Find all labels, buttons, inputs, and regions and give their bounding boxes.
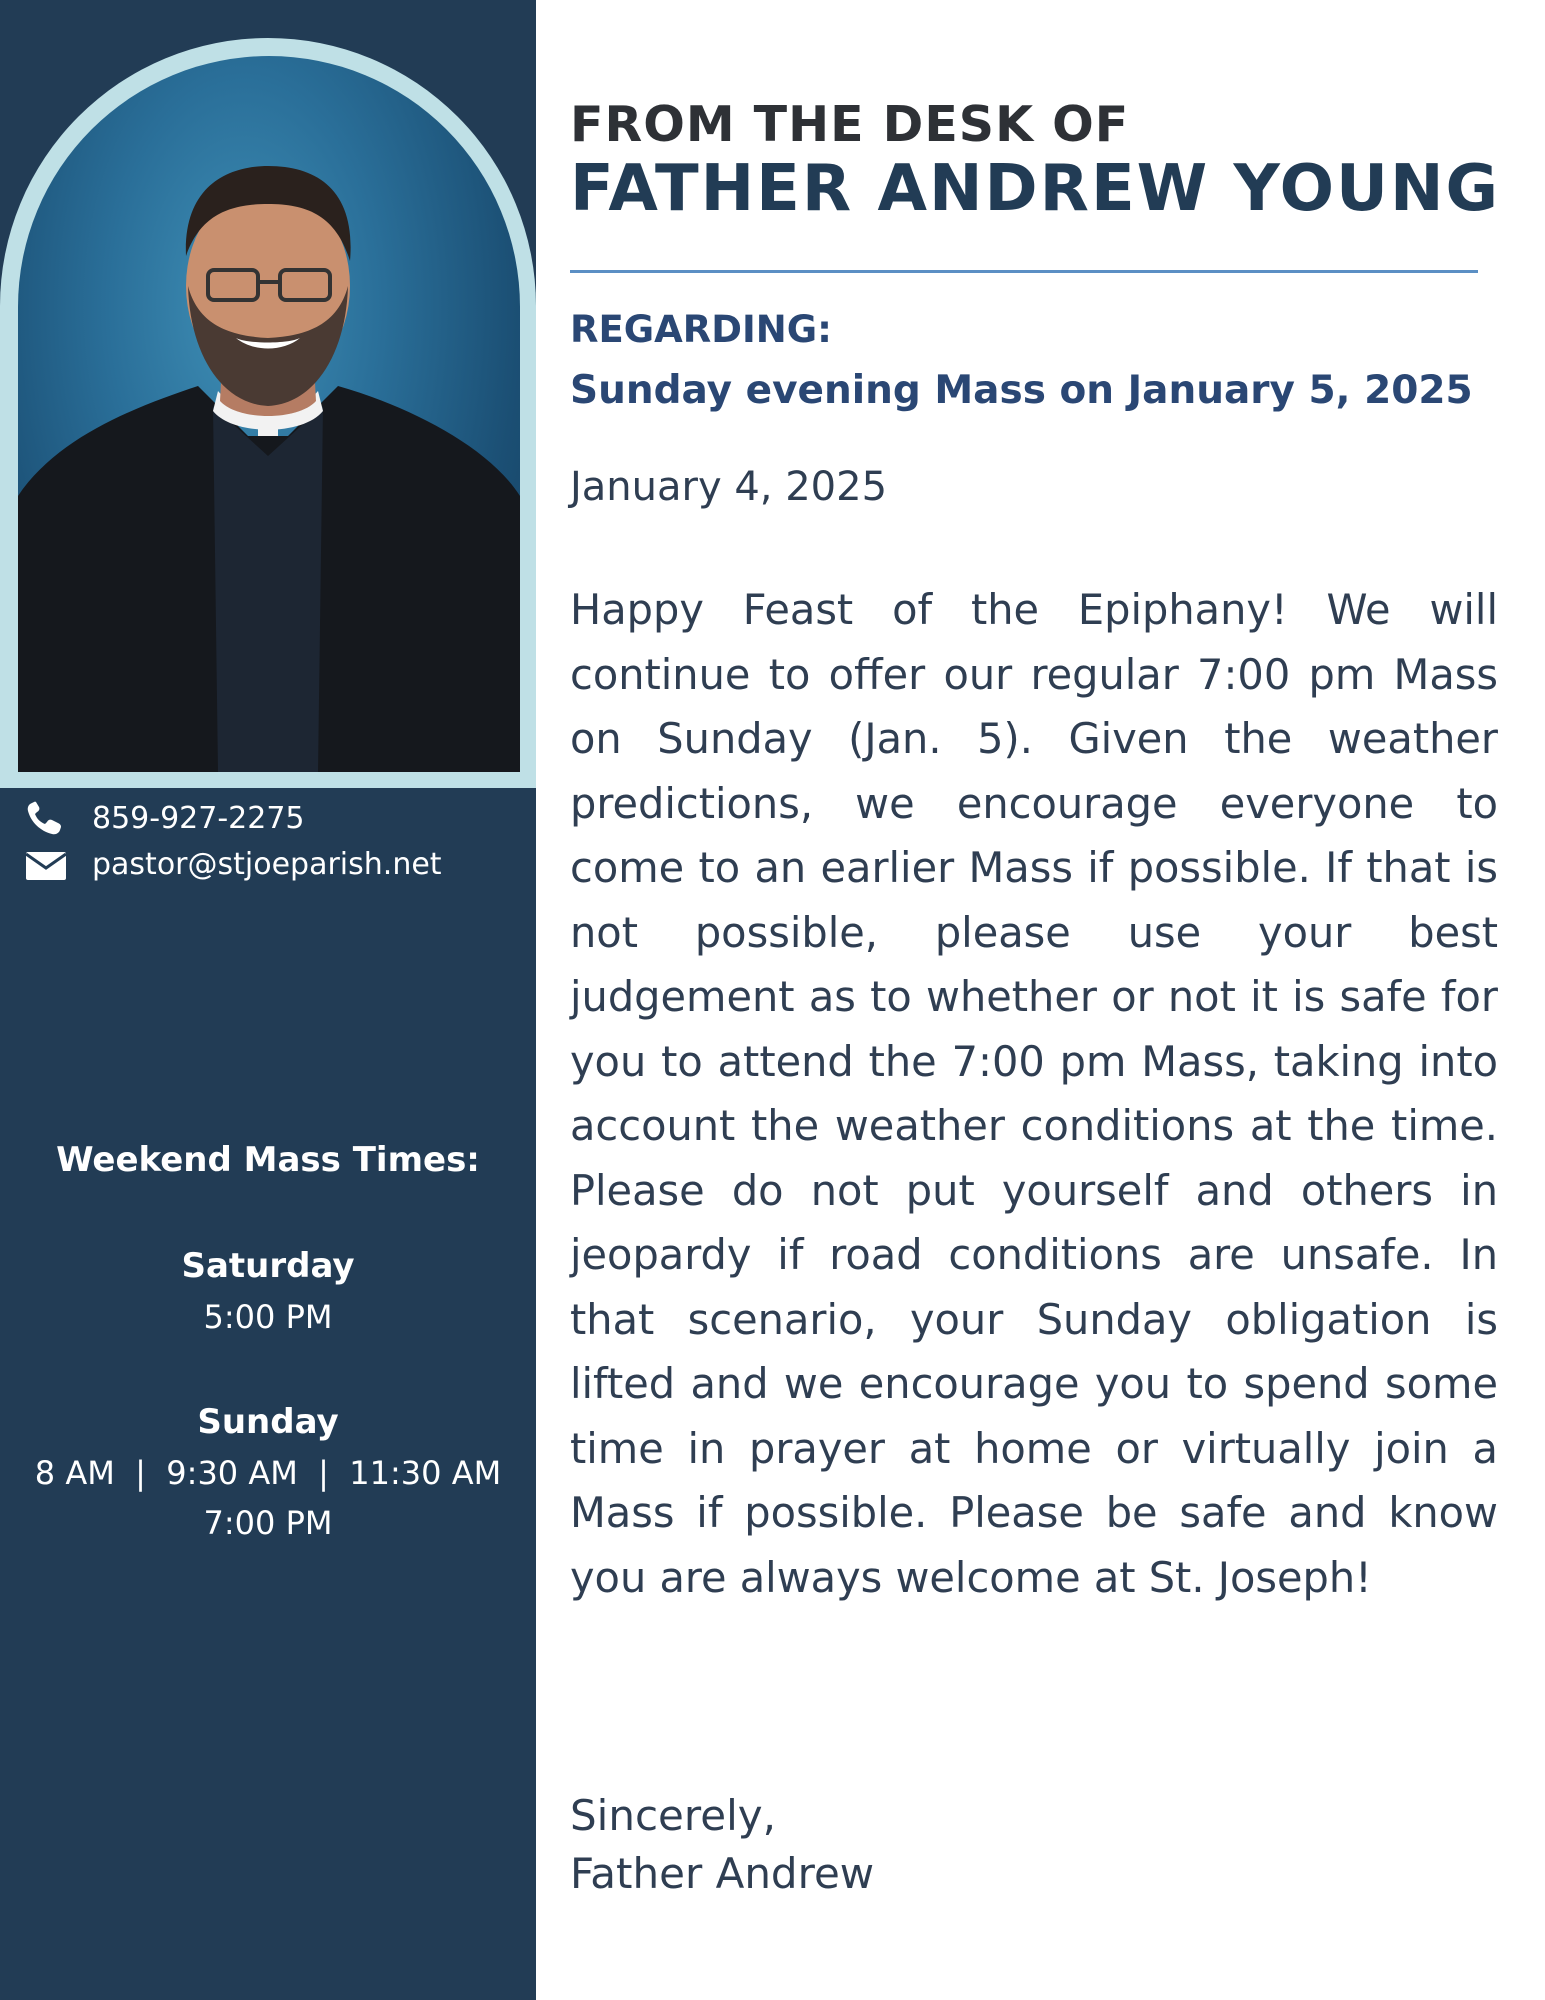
priest-portrait xyxy=(18,56,520,772)
contact-phone[interactable] xyxy=(24,800,524,836)
email-address: pastor@stjoeparish.net xyxy=(92,846,442,882)
letter-signature: Father Andrew xyxy=(570,1849,875,1898)
sidebar xyxy=(0,0,536,2000)
divider xyxy=(570,270,1478,273)
saturday-label: Saturday xyxy=(181,1246,355,1286)
letter-body: Happy Feast of the Epiphany! We will continue to offer our regular 7:00 pm Mass on Sunday (Jan. 5). Given the weather predictions, we encourage everyone to come to an earlier Mass if possible. If that is not possible, please use your best judgement as to whether or not it is safe for you to attend the 7:00 pm Mass, taking into account the weather conditions at the time. Please do not put yourself and others in jeopardy if road conditions are unsafe. In that scenario, your Sunday obligation is lifted and we encourage you to spend some time in prayer at home or virtually join a Mass if possible. Please be safe and know you are always welcome at St. Joseph! xyxy=(570,585,1498,1602)
saturday-time: 5:00 PM xyxy=(203,1298,333,1336)
mass-times-title: Weekend Mass Times: xyxy=(56,1140,480,1180)
envelope-icon xyxy=(24,846,68,882)
regarding-subject: Sunday evening Mass on January 5, 2025 xyxy=(570,368,1473,413)
regarding-label: REGARDING: xyxy=(570,308,832,351)
letter-closing: Sincerely, xyxy=(570,1791,776,1840)
sunday-label: Sunday xyxy=(197,1402,339,1442)
contact-email[interactable] xyxy=(24,846,524,882)
portrait-frame xyxy=(0,38,536,788)
sunday-evening-time: 7:00 PM xyxy=(203,1504,333,1542)
letter-date: January 4, 2025 xyxy=(570,464,888,510)
sunday-times: 8 AM | 9:30 AM | 11:30 AM xyxy=(34,1454,502,1492)
phone-icon xyxy=(24,800,68,836)
desk-of-heading: FROM THE DESK OF xyxy=(570,96,1130,153)
phone-number: 859-927-2275 xyxy=(92,800,305,836)
pastor-name: FATHER ANDREW YOUNG xyxy=(570,152,1501,226)
